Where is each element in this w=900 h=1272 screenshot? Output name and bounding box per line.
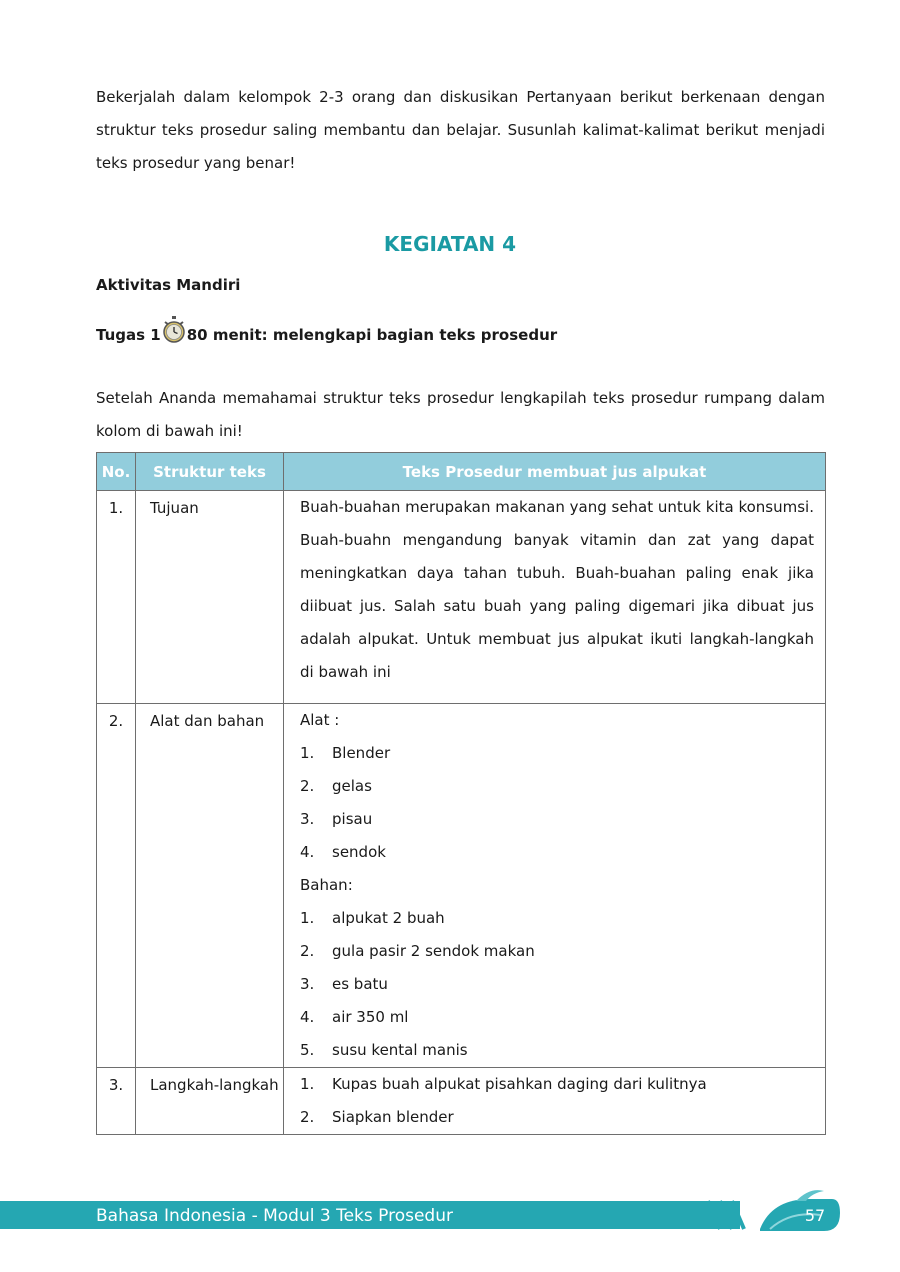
list-text: alpukat 2 buah xyxy=(332,909,445,927)
list-number: 2. xyxy=(300,942,315,960)
list-item xyxy=(300,770,814,803)
list-number: 1. xyxy=(300,1075,315,1093)
tujuan-text: Buah-buahan merupakan makanan yang sehat untuk kita konsumsi. Buah-buahn mengandung banyak vitamin dan zat yang dapat meningkatkan daya tahan tubuh. Buah-buahan paling enak jika diibuat jus. Salah satu buah yang paling digemari jika dibuat jus adalah alpukat. Untuk membuat jus alpukat ikuti langkah-langkah di bawah ini xyxy=(300,498,814,681)
table-row xyxy=(97,491,826,704)
list-item xyxy=(300,1034,814,1067)
list-text: susu kental manis xyxy=(332,1041,468,1059)
list-item xyxy=(300,1001,814,1034)
header-struktur: Struktur teks xyxy=(136,453,284,491)
list-item xyxy=(300,836,814,869)
list-number: 5. xyxy=(300,1041,315,1059)
table-row xyxy=(97,1068,826,1135)
header-teks: Teks Prosedur membuat jus alpukat xyxy=(284,453,826,491)
list-number: 1. xyxy=(300,744,315,762)
intro-paragraph: Bekerjalah dalam kelompok 2-3 orang dan diskusikan Pertanyaan berikut berkenaan dengan struktur teks prosedur saling membantu dan belajar. Susunlah kalimat-kalimat berikut menjadi teks prosedur yang benar! xyxy=(96,88,825,172)
list-item xyxy=(300,1101,814,1134)
procedure-table xyxy=(96,452,826,1135)
list-item xyxy=(300,968,814,1001)
alarm-clock-icon xyxy=(162,316,186,342)
table-header-row xyxy=(97,453,826,491)
row-text-cell xyxy=(284,491,826,704)
row-text-cell xyxy=(284,1068,826,1135)
list-number: 2. xyxy=(300,777,315,795)
footer-title: Bahasa Indonesia - Modul 3 Teks Prosedur xyxy=(96,1206,453,1226)
list-item xyxy=(300,803,814,836)
task-description: 80 menit: melengkapi bagian teks prosedur xyxy=(186,326,558,344)
list-item xyxy=(300,1068,814,1101)
list-item xyxy=(300,737,814,770)
row-structure: Langkah-langkah xyxy=(136,1068,284,1135)
list-item xyxy=(300,902,814,935)
table-row xyxy=(97,704,826,1068)
subheading: Aktivitas Mandiri xyxy=(96,276,241,294)
list-text: Kupas buah alpukat pisahkan daging dari kulitnya xyxy=(332,1075,707,1093)
instruction-paragraph: Setelah Ananda memahamai struktur teks prosedur lengkapilah teks prosedur rumpang dalam kolom di bawah ini! xyxy=(96,389,825,440)
list-number: 3. xyxy=(300,810,315,828)
row-number: 3. xyxy=(97,1068,136,1135)
bahan-label: Bahan: xyxy=(300,876,353,894)
task-line xyxy=(96,322,557,348)
wave-decoration-icon xyxy=(700,1185,860,1241)
list-text: Siapkan blender xyxy=(332,1108,454,1126)
page-footer xyxy=(0,1199,900,1235)
list-item xyxy=(300,935,814,968)
list-text: es batu xyxy=(332,975,388,993)
list-number: 4. xyxy=(300,843,315,861)
list-text: sendok xyxy=(332,843,386,861)
task-prefix: Tugas 1 xyxy=(96,326,161,344)
list-text: air 350 ml xyxy=(332,1008,409,1026)
header-no: No. xyxy=(97,453,136,491)
list-number: 2. xyxy=(300,1108,315,1126)
list-number: 4. xyxy=(300,1008,315,1026)
list-text: gelas xyxy=(332,777,372,795)
row-text-cell xyxy=(284,704,826,1068)
list-number: 3. xyxy=(300,975,315,993)
alat-label: Alat : xyxy=(300,711,340,729)
row-structure: Tujuan xyxy=(136,491,284,704)
list-text: Blender xyxy=(332,744,391,762)
list-number: 1. xyxy=(300,909,315,927)
page-number: 57 xyxy=(804,1206,826,1225)
row-structure: Alat dan bahan xyxy=(136,704,284,1068)
row-number: 1. xyxy=(97,491,136,704)
activity-heading: KEGIATAN 4 xyxy=(383,232,517,256)
row-number: 2. xyxy=(97,704,136,1068)
list-text: pisau xyxy=(332,810,373,828)
list-text: gula pasir 2 sendok makan xyxy=(332,942,535,960)
